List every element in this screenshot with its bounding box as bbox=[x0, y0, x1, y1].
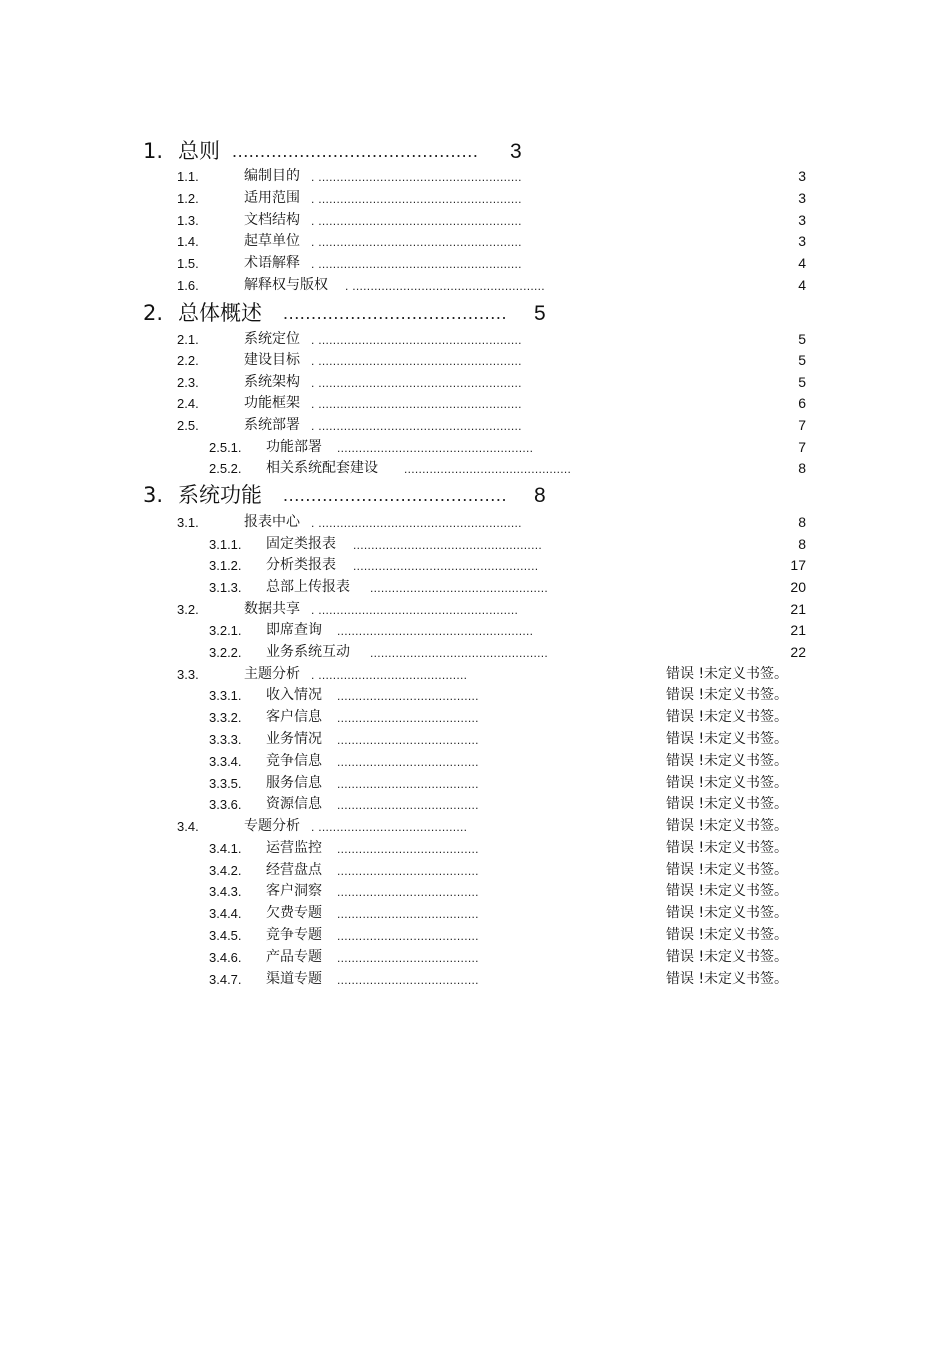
toc-entry-title: 相关系统配套建设 bbox=[266, 460, 378, 476]
toc-entry-title: 业务情况 bbox=[266, 731, 322, 747]
toc-dot-leader: ............................................ bbox=[232, 142, 479, 160]
toc-entry-title: 编制目的 bbox=[244, 168, 300, 184]
toc-dot-leader: ...................................................... bbox=[337, 442, 534, 454]
toc-dot-leader: . ..................................................... bbox=[345, 280, 545, 292]
toc-entry-title: 分析类报表 bbox=[266, 557, 336, 573]
toc-page-number: 8 bbox=[798, 514, 806, 530]
toc-entry-title: 术语解释 bbox=[244, 255, 300, 271]
toc-page-number: 6 bbox=[798, 395, 806, 411]
toc-entry-title: 功能部署 bbox=[266, 439, 322, 455]
toc-entry-title: 客户洞察 bbox=[266, 883, 322, 899]
toc-dot-leader: ....................................... bbox=[337, 908, 479, 920]
toc-entry-title: 产品专题 bbox=[266, 949, 322, 965]
toc-dot-leader: ...................................................... bbox=[337, 625, 534, 637]
toc-dot-leader: .................................................... bbox=[353, 539, 542, 551]
toc-entry-number: 1.5. bbox=[177, 256, 199, 271]
toc-entry-number: 3.2.2. bbox=[209, 645, 242, 660]
toc-page-number: 7 bbox=[798, 439, 806, 455]
toc-page-number: 5 bbox=[534, 302, 546, 325]
toc-dot-leader: ....................................... bbox=[337, 778, 479, 790]
toc-entry-title: 主题分析 bbox=[244, 666, 300, 682]
toc-entry-number: 1.4. bbox=[177, 234, 199, 249]
toc-entry-3-4-7[interactable] bbox=[0, 956, 950, 986]
toc-entry-number: 3.4.1. bbox=[209, 841, 242, 856]
toc-dot-leader: . ........................................................ bbox=[311, 236, 522, 248]
toc-page-number: 错误 !未定义书签。 bbox=[666, 862, 789, 878]
toc-entry-number: 3.3.6. bbox=[209, 797, 242, 812]
toc-dot-leader: ................................................. bbox=[370, 582, 549, 594]
toc-dot-leader: ....................................... bbox=[337, 712, 479, 724]
toc-entry-title: 竞争信息 bbox=[266, 753, 322, 769]
toc-entry-title: 报表中心 bbox=[244, 514, 300, 530]
toc-dot-leader: ................................................. bbox=[370, 647, 549, 659]
toc-entry-title: 资源信息 bbox=[266, 796, 322, 812]
toc-entry-number: 1.1. bbox=[177, 169, 199, 184]
toc-entry-title: 总则 bbox=[178, 139, 220, 163]
toc-dot-leader: ....................................... bbox=[337, 886, 479, 898]
toc-page-number: 错误 !未定义书签。 bbox=[666, 796, 789, 812]
toc-page-number: 错误 !未定义书签。 bbox=[666, 687, 789, 703]
toc-entry-title: 运营监控 bbox=[266, 840, 322, 856]
toc-dot-leader: ....................................... bbox=[337, 799, 479, 811]
toc-entry-title: 功能框架 bbox=[244, 395, 300, 411]
toc-dot-leader: .............................................. bbox=[404, 463, 572, 475]
toc-page-number: 4 bbox=[798, 277, 806, 293]
toc-entry-number: 2.5.2. bbox=[209, 461, 242, 476]
toc-entry-title: 建设目标 bbox=[244, 352, 300, 368]
toc-entry-title: 系统部署 bbox=[244, 417, 300, 433]
toc-entry-title: 起草单位 bbox=[244, 233, 300, 249]
toc-page-number: 21 bbox=[790, 622, 806, 638]
toc-entry-title: 欠费专题 bbox=[266, 905, 322, 921]
toc-entry-title: 渠道专题 bbox=[266, 971, 322, 987]
toc-entry-title: 总部上传报表 bbox=[266, 579, 350, 595]
toc-entry-number: 3.3.3. bbox=[209, 732, 242, 747]
toc-entry-number: 3. bbox=[143, 483, 164, 507]
toc-entry-number: 2.4. bbox=[177, 396, 199, 411]
toc-entry-number: 3.3.2. bbox=[209, 710, 242, 725]
toc-entry-number: 3.3. bbox=[177, 667, 199, 682]
toc-entry-1-6[interactable] bbox=[0, 262, 950, 292]
toc-entry-number: 1.3. bbox=[177, 213, 199, 228]
toc-entry-title: 文档结构 bbox=[244, 212, 300, 228]
toc-page-number: 错误 !未定义书签。 bbox=[666, 927, 789, 943]
toc-entry-title: 经营盘点 bbox=[266, 862, 322, 878]
toc-page-number: 错误 !未定义书签。 bbox=[666, 753, 789, 769]
toc-entry-number: 3.4.5. bbox=[209, 928, 242, 943]
toc-entry-title: 系统定位 bbox=[244, 331, 300, 347]
toc-page-number: 3 bbox=[798, 212, 806, 228]
toc-entry-title: 客户信息 bbox=[266, 709, 322, 725]
toc-entry-number: 2.3. bbox=[177, 375, 199, 390]
toc-entry-2-5-2[interactable] bbox=[0, 445, 950, 475]
toc-entry-number: 3.4.6. bbox=[209, 950, 242, 965]
toc-entry-number: 1.2. bbox=[177, 191, 199, 206]
toc-entry-title: 收入情况 bbox=[266, 687, 322, 703]
toc-dot-leader: . ........................................................ bbox=[311, 258, 522, 270]
toc-dot-leader: ........................................ bbox=[283, 486, 508, 504]
toc-entry-title: 竞争专题 bbox=[266, 927, 322, 943]
toc-entry-title: 固定类报表 bbox=[266, 536, 336, 552]
toc-entry-number: 3.1.3. bbox=[209, 580, 242, 595]
toc-page-number: 3 bbox=[798, 233, 806, 249]
toc-page-number: 错误 !未定义书签。 bbox=[666, 840, 789, 856]
toc-entry-number: 3.3.4. bbox=[209, 754, 242, 769]
toc-entry-number: 3.4.7. bbox=[209, 972, 242, 987]
toc-dot-leader: . ........................................................ bbox=[311, 215, 522, 227]
toc-dot-leader: . ........................................................ bbox=[311, 355, 522, 367]
toc-entry-number: 3.1.2. bbox=[209, 558, 242, 573]
toc-dot-leader: . ......................................... bbox=[311, 669, 468, 681]
toc-page-number: 3 bbox=[798, 168, 806, 184]
toc-entry-number: 3.1.1. bbox=[209, 537, 242, 552]
toc-entry-title: 系统功能 bbox=[178, 483, 262, 507]
toc-entry-number: 1.6. bbox=[177, 278, 199, 293]
toc-entry-title: 数据共享 bbox=[244, 601, 300, 617]
toc-dot-leader: ................................................... bbox=[353, 560, 539, 572]
toc-page-number: 4 bbox=[798, 255, 806, 271]
toc-entry-number: 3.2. bbox=[177, 602, 199, 617]
toc-entry-title: 服务信息 bbox=[266, 775, 322, 791]
toc-entry-title: 适用范围 bbox=[244, 190, 300, 206]
toc-entry-number: 1. bbox=[143, 139, 164, 163]
toc-entry-title: 即席查询 bbox=[266, 622, 322, 638]
toc-page-number: 错误 !未定义书签。 bbox=[666, 818, 789, 834]
toc-page-number: 7 bbox=[798, 417, 806, 433]
toc-page-number: 3 bbox=[510, 140, 522, 163]
toc-dot-leader: . ........................................................ bbox=[311, 171, 522, 183]
toc-page-number: 22 bbox=[790, 644, 806, 660]
toc-entry-number: 3.4.4. bbox=[209, 906, 242, 921]
toc-entry-number: 3.3.5. bbox=[209, 776, 242, 791]
toc-page-number: 错误 !未定义书签。 bbox=[666, 666, 789, 682]
toc-page-number: 17 bbox=[790, 557, 806, 573]
toc-dot-leader: ....................................... bbox=[337, 930, 479, 942]
toc-page-number: 错误 !未定义书签。 bbox=[666, 971, 789, 987]
toc-page-number: 5 bbox=[798, 374, 806, 390]
toc-entry-title: 系统架构 bbox=[244, 374, 300, 390]
toc-dot-leader: . ........................................................ bbox=[311, 517, 522, 529]
toc-entry-title: 业务系统互动 bbox=[266, 644, 350, 660]
toc-page-number: 20 bbox=[790, 579, 806, 595]
toc-page-number: 3 bbox=[798, 190, 806, 206]
toc-page-number: 8 bbox=[534, 484, 546, 507]
toc-page-number: 错误 !未定义书签。 bbox=[666, 949, 789, 965]
toc-entry-number: 2.1. bbox=[177, 332, 199, 347]
toc-dot-leader: ....................................... bbox=[337, 690, 479, 702]
toc-dot-leader: ....................................... bbox=[337, 734, 479, 746]
toc-page-number: 21 bbox=[790, 601, 806, 617]
toc-entry-title: 解释权与版权 bbox=[244, 277, 328, 293]
toc-dot-leader: ....................................... bbox=[337, 865, 479, 877]
toc-page-number: 错误 !未定义书签。 bbox=[666, 775, 789, 791]
toc-dot-leader: ....................................... bbox=[337, 756, 479, 768]
toc-page-number: 8 bbox=[798, 536, 806, 552]
toc-dot-leader: . ........................................................ bbox=[311, 334, 522, 346]
toc-dot-leader: . ........................................................ bbox=[311, 193, 522, 205]
toc-entry-number: 3.4.2. bbox=[209, 863, 242, 878]
toc-dot-leader: . ........................................................ bbox=[311, 398, 522, 410]
toc-dot-leader: . ......................................... bbox=[311, 821, 468, 833]
toc-page-number: 5 bbox=[798, 352, 806, 368]
toc-entry-number: 2.5.1. bbox=[209, 440, 242, 455]
toc-entry-number: 2.5. bbox=[177, 418, 199, 433]
toc-entry-title: 专题分析 bbox=[244, 818, 300, 834]
toc-page-number: 错误 !未定义书签。 bbox=[666, 709, 789, 725]
toc-page-number: 错误 !未定义书签。 bbox=[666, 731, 789, 747]
toc-entry-number: 3.4.3. bbox=[209, 884, 242, 899]
toc-entry-title: 总体概述 bbox=[178, 301, 262, 325]
toc-entry-number: 2.2. bbox=[177, 353, 199, 368]
toc-page-number: 错误 !未定义书签。 bbox=[666, 905, 789, 921]
toc-dot-leader: . ....................................................... bbox=[311, 604, 519, 616]
toc-page-number: 8 bbox=[798, 460, 806, 476]
toc-dot-leader: ....................................... bbox=[337, 843, 479, 855]
toc-page-number: 错误 !未定义书签。 bbox=[666, 883, 789, 899]
toc-dot-leader: ....................................... bbox=[337, 952, 479, 964]
toc-dot-leader: . ........................................................ bbox=[311, 420, 522, 432]
toc-entry-number: 3.3.1. bbox=[209, 688, 242, 703]
toc-entry-number: 3.4. bbox=[177, 819, 199, 834]
toc-page-number: 5 bbox=[798, 331, 806, 347]
toc-entry-number: 3.2.1. bbox=[209, 623, 242, 638]
toc-entry-number: 3.1. bbox=[177, 515, 199, 530]
toc-dot-leader: . ........................................................ bbox=[311, 377, 522, 389]
toc-entry-number: 2. bbox=[143, 301, 164, 325]
toc-dot-leader: ........................................ bbox=[283, 304, 508, 322]
toc-dot-leader: ....................................... bbox=[337, 974, 479, 986]
